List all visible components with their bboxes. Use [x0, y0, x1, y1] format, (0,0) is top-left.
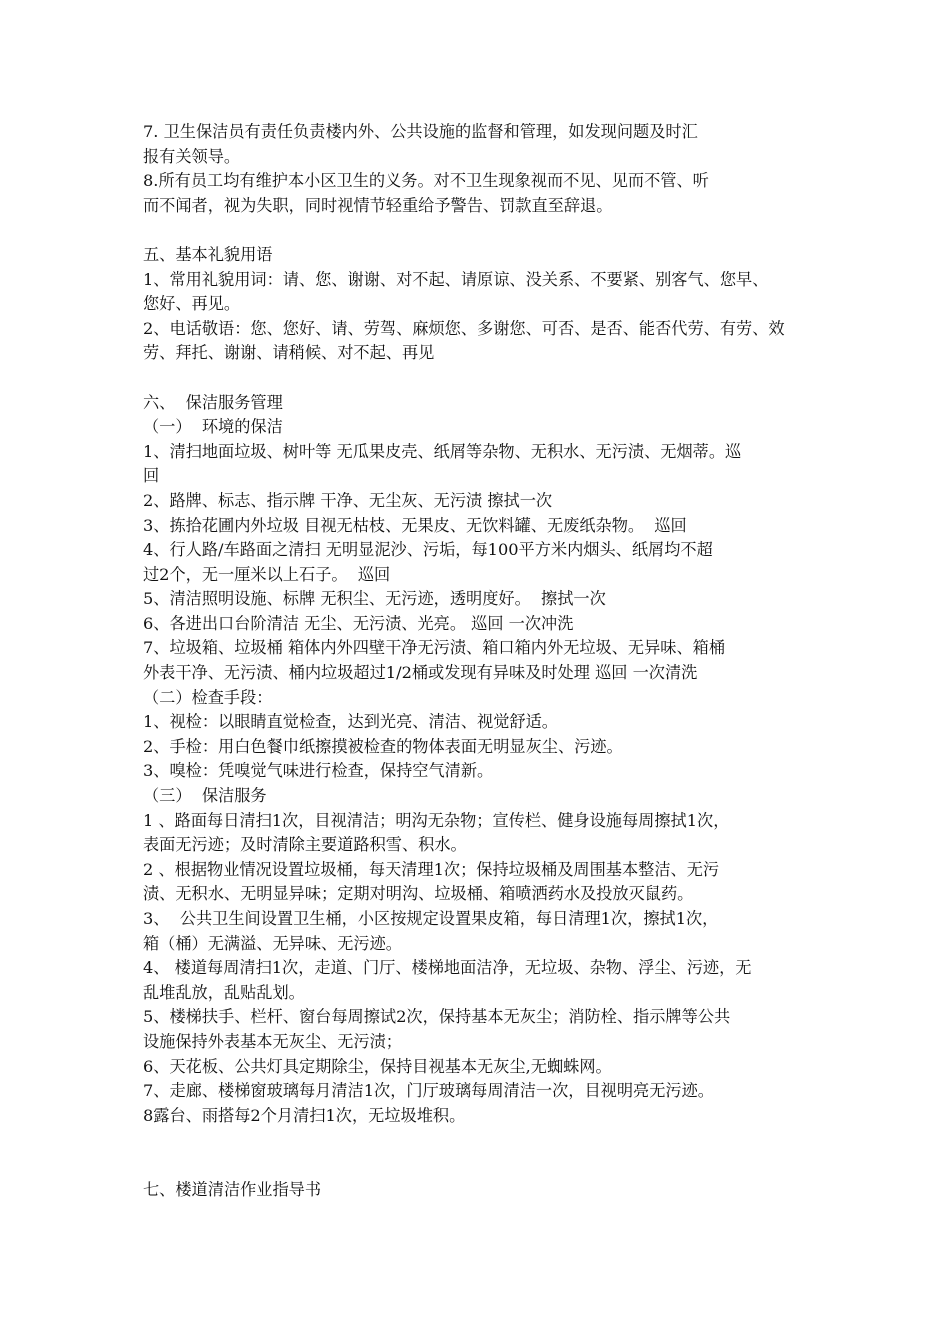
text-line: 过2个，无一厘米以上石子。 巡回: [143, 564, 391, 584]
text-line: 4、行人路/车路面之清扫 无明显泥沙、污垢，每100平方米内烟头、纸屑均不超: [143, 540, 713, 560]
text-line: 4、 楼道每周清扫1次，走道、门厅、楼梯地面洁净，无垃圾、杂物、浮尘、污迹，无: [143, 958, 752, 978]
text-line: 7、走廊、楼梯窗玻璃每月清洁1次，门厅玻璃每周清洁一次，目视明亮无污迹。: [143, 1081, 714, 1101]
text-line: 1 、路面每日清扫1次，目视清洁；明沟无杂物；宣传栏、健身设施每周擦拭1次，: [143, 810, 730, 830]
blank-line: [143, 1153, 811, 1178]
text-line: （三） 保洁服务: [143, 786, 267, 806]
document-body: [143, 120, 811, 1202]
text-line: 七、楼道清洁作业指导书: [143, 1179, 322, 1199]
text-line: 设施保持外表基本无灰尘、无污渍；: [143, 1031, 402, 1051]
text-line: 外表干净、无污渍、桶内垃圾超过1/2桶或发现有异味及时处理 巡回 一次清洗: [143, 663, 698, 683]
text-line: 1、常用礼貌用词：请、您、谢谢、对不起、请原谅、没关系、不要紧、别客气、您早、: [143, 269, 769, 289]
text-line: 2、电话敬语：您、您好、请、劳驾、麻烦您、多谢您、可否、是否、能否代劳、有劳、效: [143, 318, 785, 338]
text-line: （一） 环境的保洁: [143, 417, 283, 437]
text-line: 您好、再见。: [143, 294, 241, 314]
text-line: 表面无污迹；及时清除主要道路积雪、积水。: [143, 835, 467, 855]
text-line: （二）检查手段：: [143, 687, 273, 707]
text-line: 渍、无积水、无明显异味；定期对明沟、垃圾桶、箱喷洒药水及投放灭鼠药。: [143, 884, 694, 904]
text-line: 五、基本礼貌用语: [143, 244, 273, 264]
text-line: 而不闻者，视为失职，同时视情节轻重给予警告、罚款直至辞退。: [143, 195, 613, 215]
blank-line: [143, 366, 811, 391]
text-line: 劳、拜托、谢谢、请稍候、对不起、再见: [143, 343, 435, 363]
text-line: 7、垃圾箱、垃圾桶 箱体内外四壁干净无污渍、箱口箱内外无垃圾、无异味、箱桶: [143, 638, 726, 658]
text-line: 1、视检：以眼睛直觉检查，达到光亮、清洁、视觉舒适。: [143, 712, 558, 732]
text-line: 2、路牌、标志、指示牌 干净、无尘灰、无污渍 擦拭一次: [143, 490, 553, 510]
text-line: 1、清扫地面垃圾、树叶等 无瓜果皮壳、纸屑等杂物、无积水、无污渍、无烟蒂。巡: [143, 441, 742, 461]
text-line: 3、拣拾花圃内外垃圾 目视无枯枝、无果皮、无饮料罐、无废纸杂物。 巡回: [143, 515, 687, 535]
text-line: 5、清洁照明设施、标牌 无积尘、无污迹，透明度好。 擦拭一次: [143, 589, 606, 609]
text-line: 6、各进出口台阶清洁 无尘、无污渍、光亮。 巡回 一次冲洗: [143, 613, 574, 633]
text-line: 3、 公共卫生间设置卫生桶，小区按规定设置果皮箱，每日清理1次，擦拭1次，: [143, 909, 719, 928]
text-line: 报有关领导。: [143, 146, 241, 166]
blank-line: [143, 1128, 811, 1153]
blank-line: [143, 218, 811, 243]
text-line: 回: [143, 466, 160, 486]
text-line: 2 、根据物业情况设置垃圾桶，每天清理1次；保持垃圾桶及周围基本整洁、无污: [143, 859, 720, 879]
text-line: 7. 卫生保洁员有责任负责楼内外、公共设施的监督和管理，如发现问题及时汇: [143, 122, 698, 141]
text-line: 六、 保洁服务管理: [143, 392, 283, 412]
text-line: 箱（桶）无满溢、无异味、无污迹。: [143, 933, 402, 953]
text-line: 乱堆乱放，乱贴乱划。: [143, 982, 305, 1002]
text-line: 8露台、雨搭每2个月清扫1次，无垃圾堆积。: [143, 1105, 466, 1125]
text-line: 2、手检：用白色餐巾纸擦摸被检查的物体表面无明显灰尘、污迹。: [143, 736, 623, 756]
text-line: 8.所有员工均有维护本小区卫生的义务。对不卫生现象视而不见、见而不管、听: [143, 171, 709, 191]
text-line: 6、天花板、公共灯具定期除尘，保持目视基本无灰尘,无蜘蛛网。: [143, 1056, 612, 1076]
text-line: 5、楼梯扶手、栏杆、窗台每周擦试2次，保持基本无灰尘；消防栓、指示牌等公共: [143, 1007, 731, 1027]
text-line: 3、嗅检：凭嗅觉气味进行检查，保持空气清新。: [143, 761, 494, 781]
